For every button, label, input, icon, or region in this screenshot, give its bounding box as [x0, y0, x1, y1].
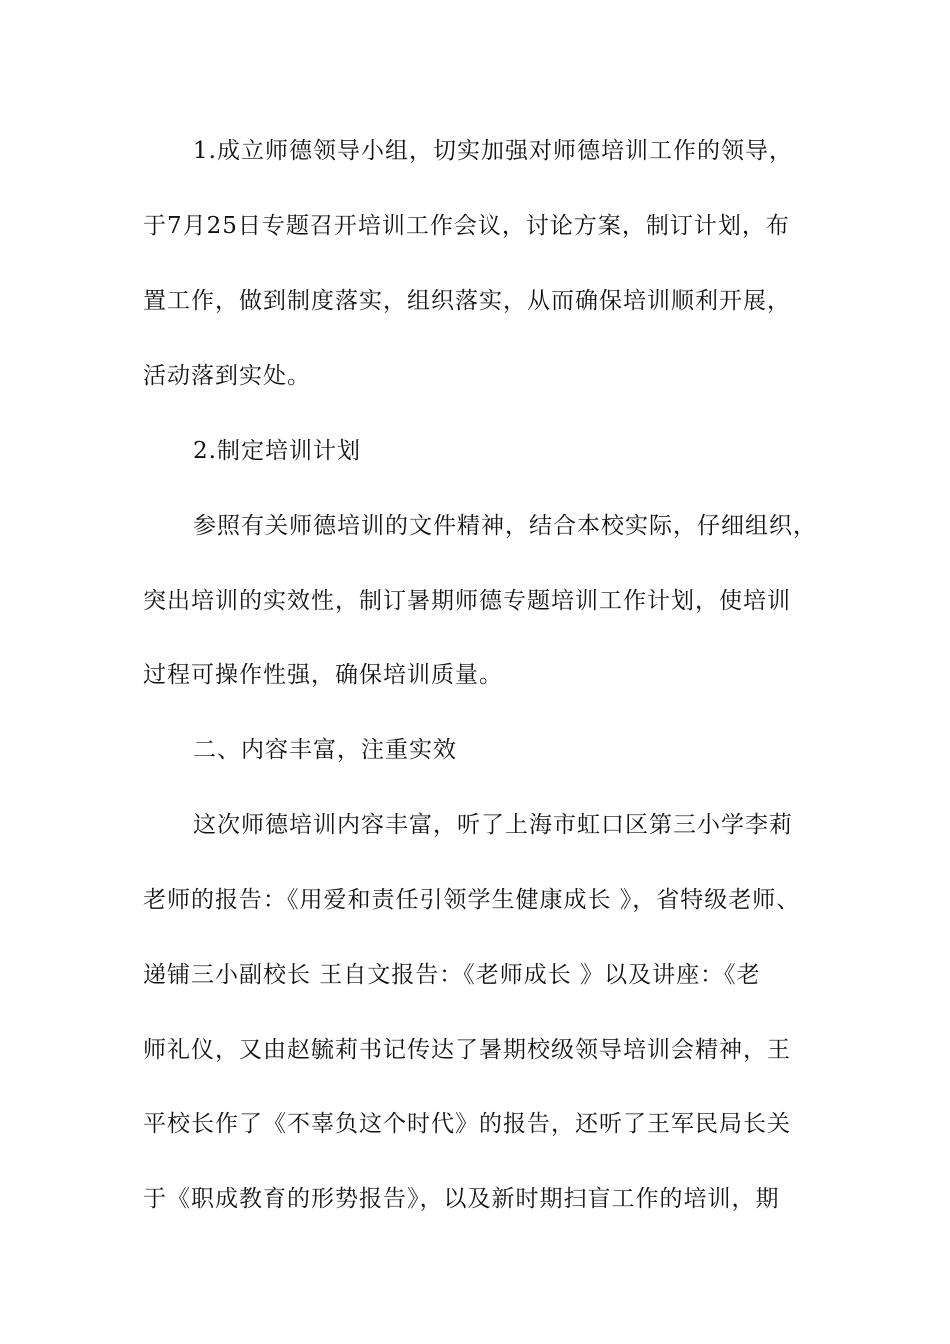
- text-line: 1.成立师德领导小组，切实加强对师德培训工作的领导，: [193, 138, 793, 164]
- text-line: 这次师德培训内容丰富，听了上海市虹口区第三小学李莉: [193, 812, 793, 838]
- text-line: 师礼仪，又由赵毓莉书记传达了暑期校级领导培训会精神，王: [143, 1037, 791, 1063]
- section-heading: 2.制定培训计划: [193, 438, 361, 464]
- text-line: 平校长作了《不辜负这个时代》的报告，还听了王军民局长关: [143, 1111, 791, 1137]
- text-line: 于《职成教育的形势报告》，以及新时期扫盲工作的培训，期: [143, 1186, 780, 1212]
- text-line: 参照有关师德培训的文件精神，结合本校实际，仔细组织，: [193, 513, 817, 539]
- text-line: 过程可操作性强，确保培训质量。: [143, 662, 503, 688]
- text-line: 突出培训的实效性，制订暑期师德专题培训工作计划，使培训: [143, 588, 791, 614]
- text-line: 老师的报告：《用爱和责任引领学生健康成长 》，省特级老师、: [143, 887, 801, 913]
- text-line: 置工作，做到制度落实，组织落实，从而确保培训顺利开展，: [143, 288, 791, 314]
- text-line: 递铺三小副校长 王自文报告：《老师成长 》以及讲座：《老: [143, 962, 761, 988]
- section-heading: 二、内容丰富，注重实效: [193, 737, 457, 763]
- text-line: 活动落到实处。: [143, 363, 311, 389]
- text-line: 于7月25日专题召开培训工作会议，讨论方案，制订计划，布: [143, 213, 790, 239]
